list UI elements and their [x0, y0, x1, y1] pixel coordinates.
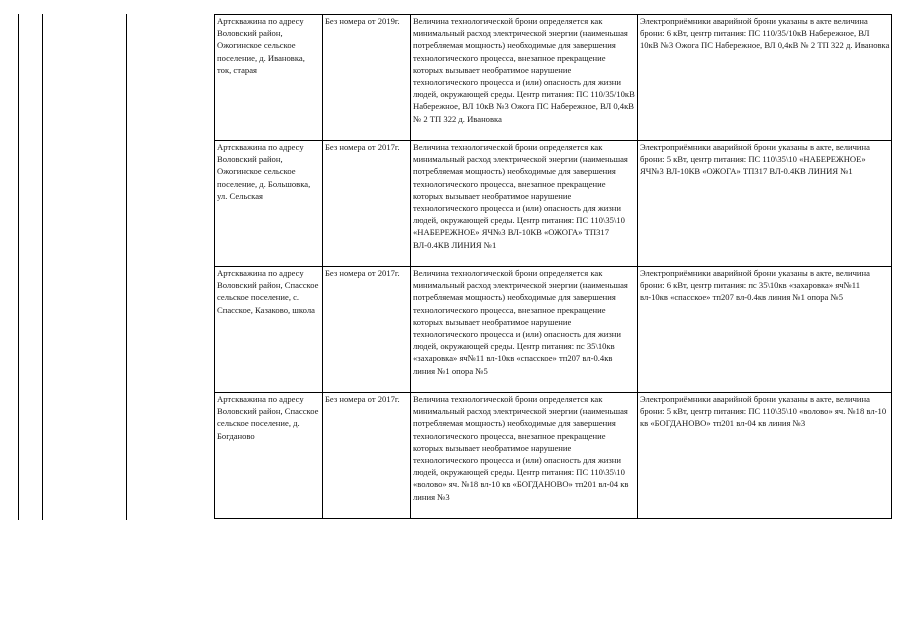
table-row [215, 393, 892, 519]
act-number-cell: Без номера от 2017г. [323, 267, 411, 393]
armor-value-cell: Величина технологической брони определяется как минимальный расход электрической энергии (наименьшая потребляемая мощность) необходимые для завершения технологического процесса, внезапное прекращение которых вызывает необратимое нарушение технологического процесса и (или) опасность для жизни людей, окружающей среды. Центр питания: ПС 110/35/10кВ Набережное, ВЛ 10кВ №3 Ожога ПС Набережное, ВЛ 0,4кВ № 2 ТП 322 д. Ивановка [411, 15, 638, 141]
emergency-receivers-cell: Электроприёмники аварийной брони указаны в акте, величина брони: 6 кВт, центр питания: пс 35\10кв «захаровка» яч№11 вл-10кв «спасское» тп207 вл-0.4кв линия №1 опора №5 [638, 267, 892, 393]
left-column-divider-1 [42, 14, 43, 520]
emergency-receivers-cell: Электроприёмники аварийной брони указаны в акте, величина брони: 5 кВт, центр питания: ПС 110\35\10 «НАБЕРЕЖНОЕ» ЯЧ№3 ВЛ-10КВ «ОЖОГА» ТП317 ВЛ-0.4КВ ЛИНИЯ №1 [638, 141, 892, 267]
armor-value-cell: Величина технологической брони определяется как минимальный расход электрической энергии (наименьшая потребляемая мощность) необходимые для завершения технологического процесса, внезапное прекращение которых вызывает необратимое нарушение технологического процесса и (или) опасность для жизни людей, окружающей среды. Центр питания: ПС 110\35\10 «волово» яч. №18 вл-10 кв «БОГДАНОВО» тп201 вл-04 кв линия №3 [411, 393, 638, 519]
table-row [215, 267, 892, 393]
table-row [215, 141, 892, 267]
act-number-cell: Без номера от 2019г. [323, 15, 411, 141]
emergency-receivers-cell: Электроприёмники аварийной брони указаны в акте величина брони: 6 кВт, центр питания: ПС 110/35/10кВ Набережное, ВЛ 10кВ №3 Ожога ПС Набережное, ВЛ 0,4кВ № 2 ТП 322 д. Ивановка [638, 15, 892, 141]
power-armor-table [214, 14, 892, 519]
table-row [215, 15, 892, 141]
armor-value-cell: Величина технологической брони определяется как минимальный расход электрической энергии (наименьшая потребляемая мощность) необходимые для завершения технологического процесса, внезапное прекращение которых вызывает необратимое нарушение технологического процесса и (или) опасность для жизни людей, окружающей среды. Центр питания: пс 35\10кв «захаровка» яч№11 вл-10кв «спасское» тп207 вл-0.4кв линия №1 опора №5 [411, 267, 638, 393]
object-address-cell: Артскважина по адресу Воловский район, Ожогинское сельское поселение, д. Большовка, ул. Сельская [215, 141, 323, 267]
object-address-cell: Артскважина по адресу Воловский район, Спасское сельское поселение, д. Богданово [215, 393, 323, 519]
emergency-receivers-cell: Электроприёмники аварийной брони указаны в акте, величина брони: 5 кВт, центр питания: ПС 110\35\10 «волово» яч. №18 вл-10 кв «БОГДАНОВО» тп201 вл-04 кв линия №3 [638, 393, 892, 519]
object-address-cell: Артскважина по адресу Воловский район, Ожогинское сельское поселение, д. Ивановка, ток, старая [215, 15, 323, 141]
act-number-cell: Без номера от 2017г. [323, 141, 411, 267]
object-address-cell: Артскважина по адресу Воловский район, Спасское сельское поселение, с. Спасское, Казаково, школа [215, 267, 323, 393]
armor-value-cell: Величина технологической брони определяется как минимальный расход электрической энергии (наименьшая потребляемая мощность) необходимые для завершения технологического процесса, внезапное прекращение которых вызывает необратимое нарушение технологического процесса и (или) опасность для жизни людей, окружающей среды. Центр питания: ПС 110\35\10 «НАБЕРЕЖНОЕ» ЯЧ№3 ВЛ-10КВ «ОЖОГА» ТП317 ВЛ-0.4КВ ЛИНИЯ №1 [411, 141, 638, 267]
left-column-divider-2 [126, 14, 127, 520]
left-table-border [18, 14, 19, 520]
act-number-cell: Без номера от 2017г. [323, 393, 411, 519]
